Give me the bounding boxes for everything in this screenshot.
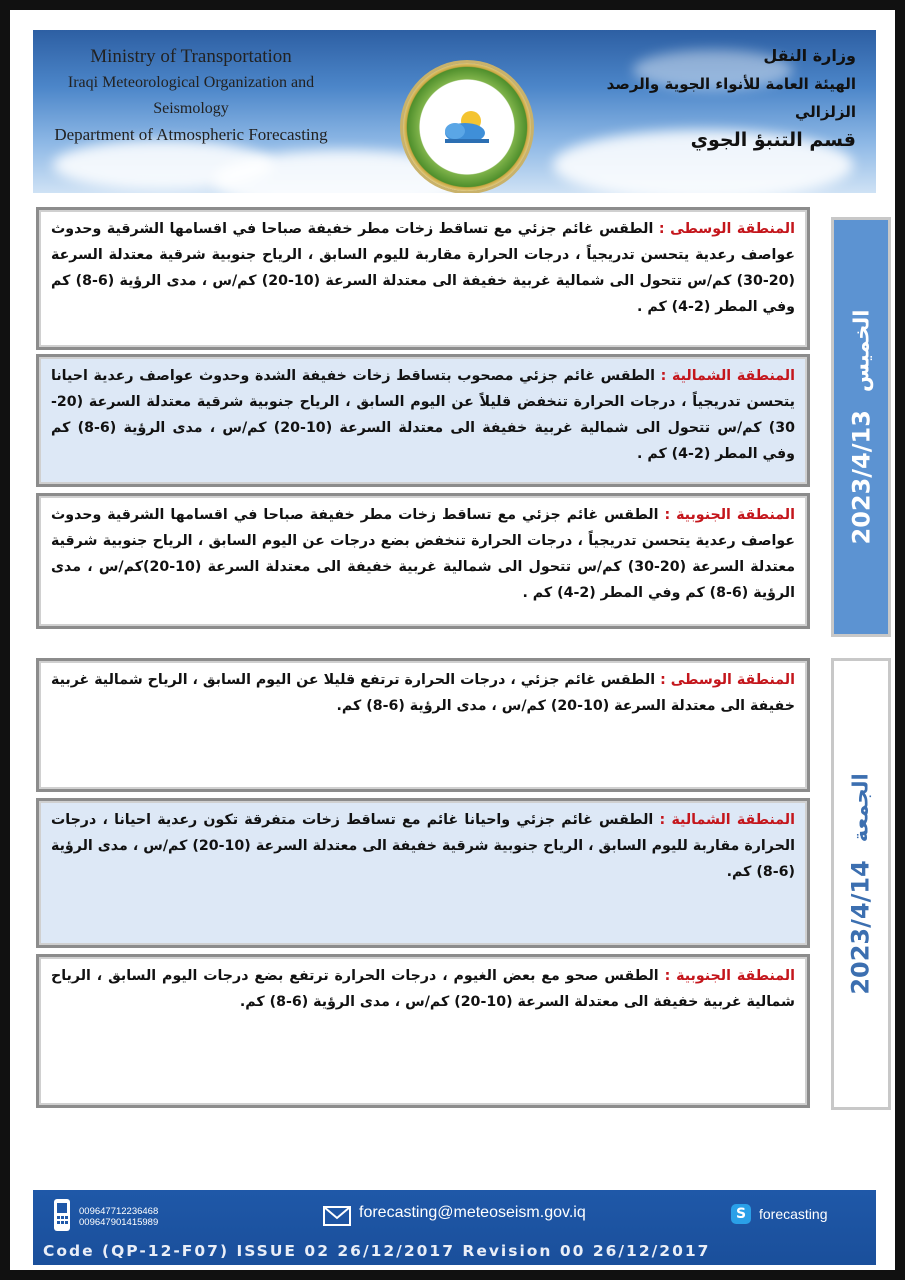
phone-numbers [79,1206,158,1228]
day-date: 2023/4/13 [847,410,875,545]
region-north-day2 [36,798,810,948]
day-forecast-1 [36,207,891,637]
region-name: المنطقة الجنوبية : [664,507,795,523]
document-code: Code (QP-12-F07) ISSUE 02 26/12/2017 Revision 00 26/12/2017 [43,1242,711,1260]
day-name: الخميس [849,309,873,393]
region-name: المنطقة الشمالية : [659,812,795,828]
page [10,10,895,1270]
organization-name-ar: الهيئة العامة للأنواء الجوية والرصد الزلزالي [606,75,856,121]
region-text: الطقس غائم جزئي مصحوب بتساقط زخات خفيفة الشدة وحدوث عواصف رعدية احيانا يتحسن تدريجياً ، درجات الحرارة تنخفض قليلاً عن اليوم السابق ، الرياح جنوبية شرقية معتدلة السرعة (20-30) كم/س تتحول الى شمالية غربية خفيفة الى معتدلة السرعة (10-20) كم/س ، مدى الرؤية (6-8) كم وفي المطر (2-4) كم . [51,368,795,462]
region-name: المنطقة الجنوبية : [664,968,795,984]
department-name-en: Department of Atmospheric Forecasting [54,125,328,144]
region-text: الطقس غائم جزئي ، درجات الحرارة ترتفع قليلا عن اليوم السابق ، الرياح شمالية غربية خفيفة الى معتدلة السرعة (10-20) كم/س ، مدى الرؤية (6-8) كم. [51,672,795,714]
cloud-sun-icon [441,105,493,149]
day-date: 2023/4/14 [847,860,876,995]
region-south-day1 [36,493,810,629]
day-label-panel [831,217,891,637]
day-label-panel [831,658,891,1110]
email-address[interactable]: forecasting@meteoseism.gov.iq [359,1204,586,1221]
phone-number-1: 009647712236468 [79,1206,159,1217]
region-name: المنطقة الوسطى : [658,221,795,237]
english-title [41,44,341,148]
region-central-day2 [36,658,810,792]
region-south-day2 [36,954,810,1108]
region-text: الطقس صحو مع بعض الغيوم ، درجات الحرارة ترتفع بضع درجات اليوم السابق ، الرياح شمالية غربية خفيفة الى معتدلة السرعة (10-20) كم/س ، مدى الرؤية (6-8) كم. [51,968,795,1010]
mail-icon [323,1206,351,1226]
region-text: الطقس غائم جزئي مع تساقط زخات مطر خفيفة صباحا في اقسامها الشرقية وحدوث عواصف رعدية يتحسن تدريجياً ، درجات الحرارة مقاربة لليوم السابق ، الرياح جنوبية شرقية معتدلة السرعة (20-30) كم/س تتحول الى شمالية غربية خفيفة الى معتدلة السرعة (10-20) كم/س ، مدى الرؤية (6-8) كم وفي المطر (2-4) كم . [51,221,795,315]
region-name: المنطقة الشمالية : [660,368,795,384]
arabic-title [556,42,856,154]
department-name-ar: قسم التنبؤ الجوي [690,129,856,151]
region-north-day1 [36,354,810,487]
day-forecast-2 [36,658,891,1118]
region-text: الطقس غائم جزئي مع تساقط زخات مطر خفيفة صباحا في اقسامها الشرقية وحدوث عواصف رعدية يتحسن تدريجياً ، درجات الحرارة تنخفض بضع درجات عن اليوم السابق ، الرياح جنوبية شرقية معتدلة السرعة (20-30) كم/س تتحول الى شمالية غربية خفيفة الى معتدلة السرعة (10-20)كم/س ، مدى الرؤية (6-8) كم وفي المطر (2-4) كم . [51,507,796,601]
meteorology-emblem-icon [403,63,531,191]
phone-number-2: 009647901415989 [79,1217,159,1228]
region-name: المنطقة الوسطى : [660,672,795,688]
day-name: الجمعة [849,773,874,843]
ministry-name-ar: وزارة النقل [763,46,856,65]
organization-name-en: Iraqi Meteorological Organization and Seismology [67,74,315,117]
ministry-name-en: Ministry of Transportation [90,46,292,67]
header-banner [33,30,876,193]
skype-handle: forecasting [759,1206,828,1222]
region-text: الطقس غائم جزئي واحيانا غائم مع تساقط زخات متفرقة تكون رعدية احيانا ، درجات الحرارة مقاربة لليوم السابق ، الرياح جنوبية شرقية خفيفة الى معتدلة السرعة (10-20) كم/س ، مدى الرؤية (6-8) كم. [51,812,795,880]
region-central-day1 [36,207,810,350]
skype-icon: S [731,1204,751,1224]
phone-icon [53,1198,71,1232]
footer [33,1190,876,1265]
